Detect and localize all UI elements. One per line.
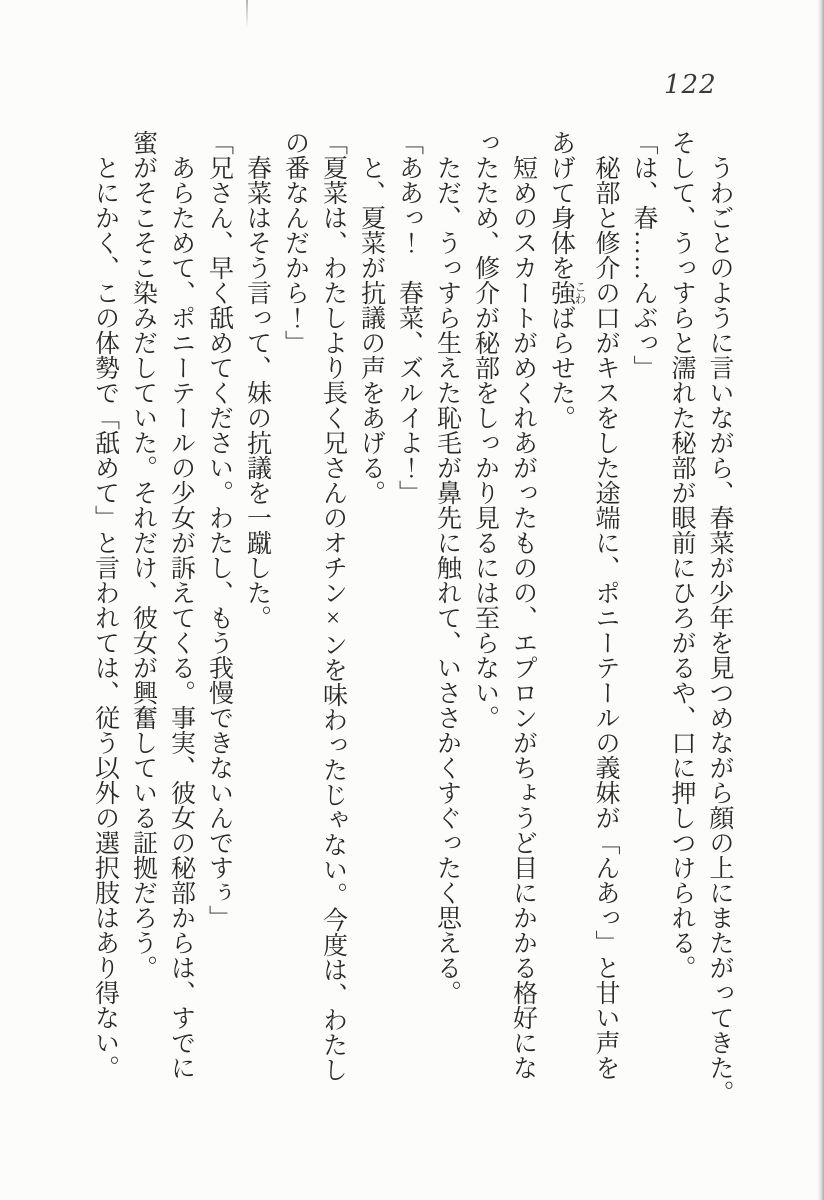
text-line: ただ、うっすら生えた恥毛が鼻先に触れて、いささかくすぐったく思える。 — [433, 130, 461, 1005]
ruby-base: 強 — [547, 280, 575, 305]
ruby-furigana: こわ — [573, 280, 587, 305]
ruby-post-text: ばらせた。 — [547, 305, 575, 430]
text-line: の番なんだから！」 — [281, 130, 309, 355]
text-line: あらためて、ポニーテールの少女が訴えてくる。事実、彼女の秘部からは、すでに — [167, 130, 195, 1080]
text-line: そして、うっすらと濡れた秘部が眼前にひろがるや、口に押しつけられる。 — [668, 130, 695, 980]
text-line: 「兄さん、早く舐めてください。わたし、もう我慢できないんですぅ」 — [205, 130, 233, 930]
text-line: 秘部と修介の口がキスをした途端に、ポニーテールの義妹が「んあっ」と甘い声を — [592, 130, 619, 1080]
text-line: うわごとのように言いながら、春菜が少年を見つめながら顔の上にまたがってきた。 — [706, 130, 733, 1105]
text-line: とにかく、この体勢で「舐めて」と言われては、従う以外の選択肢はあり得ない。 — [91, 130, 119, 1080]
scan-edge-shadow — [817, 0, 824, 1200]
scan-artifact-line — [246, 0, 248, 28]
text-block — [91, 130, 738, 1105]
text-line: 「は、春……んぶっ」 — [630, 130, 657, 380]
text-line: ったため、修介が秘部をしっかり見るには至らない。 — [471, 130, 499, 730]
text-line: 春菜はそう言って、妹の抗議を一蹴した。 — [243, 130, 271, 630]
text-line-with-furigana — [542, 130, 587, 1080]
ruby-pre-text: あげて身体を — [547, 130, 575, 280]
text-line: と、夏菜が抗議の声をあげる。 — [357, 130, 385, 505]
text-line: 蜜がそこそこ染みだしていた。それだけ、彼女が興奮している証拠だろう。 — [129, 130, 157, 980]
page-number: 122 — [664, 70, 717, 100]
text-line: 「夏菜は、わたしより長く兄さんのオチン×ンを味わったじゃない。今度は、わたし — [319, 130, 347, 1082]
text-line: 「ああっ！ 春菜、ズルイよ！」 — [395, 130, 423, 505]
text-line: 短めのスカートがめくれあがったものの、エプロンがちょうど目にかかる格好にな — [509, 130, 537, 1080]
ruby-annotation — [547, 280, 587, 305]
